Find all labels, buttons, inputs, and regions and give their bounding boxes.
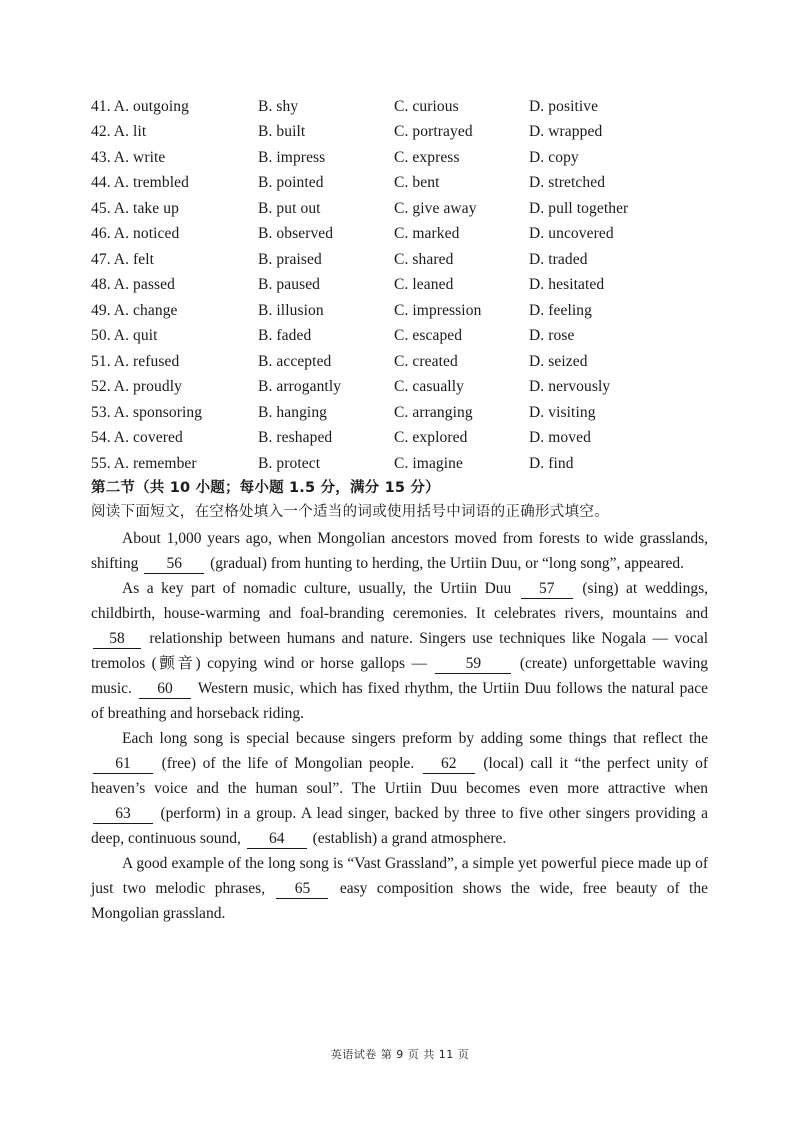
option-row-53 xyxy=(91,400,711,426)
option-c: C. give away xyxy=(394,199,477,217)
option-b: B. reshaped xyxy=(258,429,333,447)
passage-text: As a key part of nomadic culture, usually, the Urtiin Duu xyxy=(122,580,519,597)
option-d: D. hesitated xyxy=(529,276,605,294)
option-b: B. shy xyxy=(258,97,299,115)
option-row-52 xyxy=(91,375,711,401)
blank-62: 62 xyxy=(423,755,475,774)
option-d: D. find xyxy=(529,454,574,472)
option-b: B. illusion xyxy=(258,301,324,319)
option-c: C. impression xyxy=(394,301,482,319)
option-b: B. arrogantly xyxy=(258,378,342,396)
option-row-54 xyxy=(91,426,711,452)
passage-text: Each long song is special because singers preform by adding some things that reflect the xyxy=(122,730,708,747)
option-d: D. uncovered xyxy=(529,225,614,243)
option-a: 51. A. refused xyxy=(91,352,180,370)
option-b: B. put out xyxy=(258,199,321,217)
option-row-47 xyxy=(91,247,711,273)
option-a: 54. A. covered xyxy=(91,429,183,447)
option-b: B. pointed xyxy=(258,174,324,192)
option-a: 52. A. proudly xyxy=(91,378,182,396)
page-footer: 英语试卷 第 9 页 共 11 页 xyxy=(330,1048,470,1061)
blank-60: 60 xyxy=(139,680,191,699)
option-row-50 xyxy=(91,324,711,350)
option-a: 47. A. felt xyxy=(91,250,155,268)
option-d: D. copy xyxy=(529,148,579,166)
paragraph-2 xyxy=(91,576,708,726)
option-c: C. leaned xyxy=(394,276,454,294)
option-row-43 xyxy=(91,145,711,171)
option-b: B. protect xyxy=(258,454,321,472)
option-b: B. paused xyxy=(258,276,321,294)
blank-64: 64 xyxy=(247,830,307,849)
option-c: C. casually xyxy=(394,378,464,396)
passage xyxy=(91,526,708,926)
option-a: 41. A. outgoing xyxy=(91,97,189,115)
option-a: 43. A. write xyxy=(91,148,166,166)
option-d: D. moved xyxy=(529,429,591,447)
option-d: D. seized xyxy=(529,352,588,370)
passage-text: (gradual) from hunting to herding, the Urtiin Duu, or “long song”, appeared. xyxy=(206,555,685,572)
option-row-44 xyxy=(91,171,711,197)
option-row-48 xyxy=(91,273,711,299)
option-a: 48. A. passed xyxy=(91,276,175,294)
option-c: C. imagine xyxy=(394,454,464,472)
option-a: 50. A. quit xyxy=(91,327,158,345)
option-row-55 xyxy=(91,451,711,477)
option-d: D. stretched xyxy=(529,174,606,192)
option-a: 44. A. trembled xyxy=(91,174,189,192)
option-row-41 xyxy=(91,94,711,120)
option-d: D. feeling xyxy=(529,301,592,319)
option-b: B. built xyxy=(258,123,306,141)
blank-65: 65 xyxy=(276,880,328,899)
blank-57: 57 xyxy=(521,580,573,599)
option-a: 45. A. take up xyxy=(91,199,179,217)
passage-text: A good example of the long song is “Vast Grassland”, a simple yet powerful piece made up of just two melodic phrases, xyxy=(91,855,708,897)
passage-text: (establish) a grand atmosphere. xyxy=(308,830,507,847)
blank-59: 59 xyxy=(435,655,511,674)
option-d: D. wrapped xyxy=(529,123,603,141)
passage-text: (create) unforgettable waving music. xyxy=(91,655,708,697)
passage-text: relationship between humans and nature. Singers use techniques like Nogala — vocal tremolos (颤音) copying wind or horse gallops — xyxy=(91,630,708,672)
option-a: 53. A. sponsoring xyxy=(91,403,203,421)
option-c: C. express xyxy=(394,148,460,166)
options-list xyxy=(91,94,711,477)
section-title: 第二节（共 10 小题；每小题 1.5 分，满分 15 分） xyxy=(91,480,440,496)
option-b: B. faded xyxy=(258,327,312,345)
option-c: C. bent xyxy=(394,174,440,192)
blank-61: 61 xyxy=(93,755,153,774)
option-d: D. positive xyxy=(529,97,599,115)
option-row-51 xyxy=(91,349,711,375)
option-row-46 xyxy=(91,222,711,248)
passage-text: Western music, which has fixed rhythm, the Urtiin Duu follows the natural pace of breathing and horseback riding. xyxy=(91,680,708,722)
paragraph-3 xyxy=(91,726,708,851)
paragraph-4 xyxy=(91,851,708,926)
option-row-49 xyxy=(91,298,711,324)
option-c: C. marked xyxy=(394,225,460,243)
passage-text: (local) call it “the perfect unity of heaven’s voice and the human soul”. The Urtiin Duu becomes even more attractive when xyxy=(91,755,708,797)
option-d: D. nervously xyxy=(529,378,611,396)
option-row-42 xyxy=(91,120,711,146)
passage-text: (perform) in a group. A lead singer, backed by three to five other singers providing a deep, continuous sound, xyxy=(91,805,708,847)
option-b: B. observed xyxy=(258,225,334,243)
option-c: C. curious xyxy=(394,97,459,115)
option-d: D. traded xyxy=(529,250,588,268)
section-instruction: 阅读下面短文，在空格处填入一个适当的词或使用括号中词语的正确形式填空。 xyxy=(91,504,609,520)
option-c: C. portrayed xyxy=(394,123,473,141)
option-c: C. escaped xyxy=(394,327,463,345)
option-c: C. shared xyxy=(394,250,454,268)
passage-text: About 1,000 years ago, when Mongolian ancestors moved from forests to wide grasslands, shifting xyxy=(91,530,708,572)
blank-63: 63 xyxy=(93,805,153,824)
option-b: B. praised xyxy=(258,250,322,268)
passage-text: (free) of the life of Mongolian people. xyxy=(155,755,421,772)
passage-text: (sing) at weddings, childbirth, house-warming and foal-branding ceremonies. It celebrates rivers, mountains and xyxy=(91,580,708,622)
blank-56: 56 xyxy=(144,555,204,574)
option-a: 55. A. remember xyxy=(91,454,197,472)
option-a: 46. A. noticed xyxy=(91,225,180,243)
option-row-45 xyxy=(91,196,711,222)
option-d: D. rose xyxy=(529,327,575,345)
option-c: C. created xyxy=(394,352,458,370)
passage-text: easy composition shows the wide, free beauty of the Mongolian grassland. xyxy=(91,880,708,922)
option-a: 42. A. lit xyxy=(91,123,147,141)
option-d: D. pull together xyxy=(529,199,629,217)
option-d: D. visiting xyxy=(529,403,596,421)
paragraph-1 xyxy=(91,526,708,576)
option-b: B. impress xyxy=(258,148,326,166)
option-b: B. accepted xyxy=(258,352,332,370)
option-c: C. explored xyxy=(394,429,468,447)
blank-58: 58 xyxy=(93,630,141,649)
option-c: C. arranging xyxy=(394,403,473,421)
option-a: 49. A. change xyxy=(91,301,178,319)
option-b: B. hanging xyxy=(258,403,328,421)
